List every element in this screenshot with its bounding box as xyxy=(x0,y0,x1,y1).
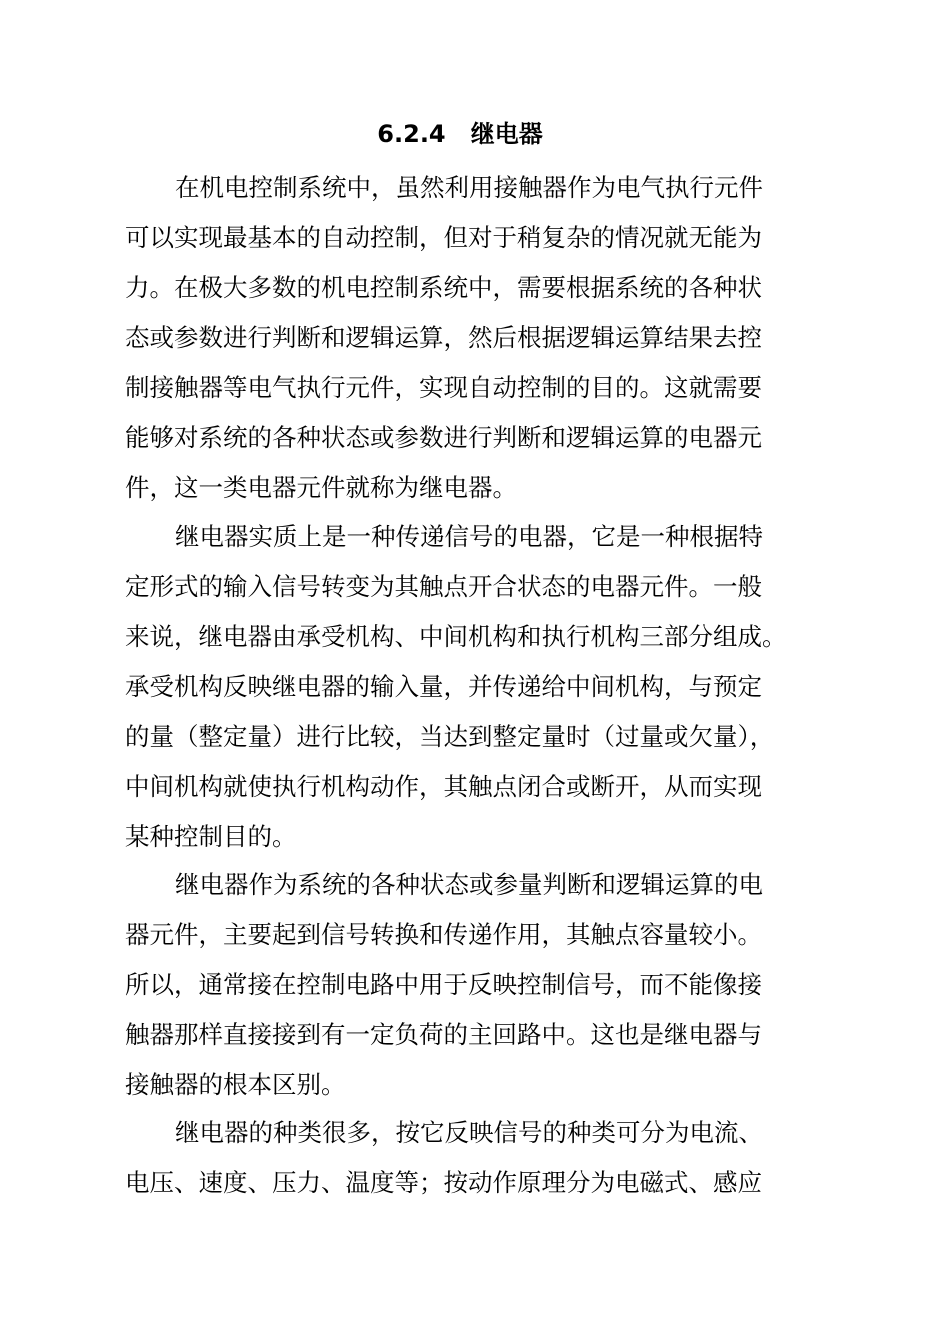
paragraph-line: 器元件，主要起到信号转换和传递作用，其触点容量较小。 xyxy=(125,920,762,949)
paragraph-line: 继电器实质上是一种传递信号的电器，它是一种根据特 xyxy=(175,522,763,551)
paragraph-line: 件，这一类电器元件就称为继电器。 xyxy=(125,473,517,502)
paragraph-line: 制接触器等电气执行元件，实现自动控制的目的。这就需要 xyxy=(125,373,762,402)
paragraph-line: 所以，通常接在控制电路中用于反映控制信号，而不能像接 xyxy=(125,970,762,999)
paragraph-2 xyxy=(125,512,805,862)
paragraph-line: 继电器作为系统的各种状态或参量判断和逻辑运算的电 xyxy=(175,870,763,899)
paragraph-line: 承受机构反映继电器的输入量，并传递给中间机构，与预定 xyxy=(125,672,762,701)
paragraph-4 xyxy=(125,1108,805,1208)
paragraph-line: 能够对系统的各种状态或参数进行判断和逻辑运算的电器元 xyxy=(125,423,762,452)
paragraph-line: 的量（整定量）进行比较，当达到整定量时（过量或欠量）， xyxy=(125,722,775,751)
paragraph-3 xyxy=(125,860,805,1110)
paragraph-line: 可以实现最基本的自动控制，但对于稍复杂的情况就无能为 xyxy=(125,223,762,252)
paragraph-line: 在机电控制系统中，虽然利用接触器作为电气执行元件 xyxy=(175,173,763,202)
paragraph-line: 态或参数进行判断和逻辑运算，然后根据逻辑运算结果去控 xyxy=(125,323,762,352)
paragraph-line: 继电器的种类很多，按它反映信号的种类可分为电流、 xyxy=(175,1118,763,1147)
paragraph-line: 某种控制目的。 xyxy=(125,822,297,851)
paragraph-line: 中间机构就使执行机构动作，其触点闭合或断开，从而实现 xyxy=(125,772,762,801)
paragraph-line: 力。在极大多数的机电控制系统中，需要根据系统的各种状 xyxy=(125,273,762,302)
paragraph-line: 接触器的根本区别。 xyxy=(125,1070,346,1099)
paragraph-1 xyxy=(125,163,805,513)
paragraph-line: 定形式的输入信号转变为其触点开合状态的电器元件。一般 xyxy=(125,572,762,601)
paragraph-line: 来说，继电器由承受机构、中间机构和执行机构三部分组成。 xyxy=(125,622,787,651)
paragraph-line: 电压、速度、压力、温度等；按动作原理分为电磁式、感应 xyxy=(125,1168,762,1197)
paragraph-line: 触器那样直接接到有一定负荷的主回路中。这也是继电器与 xyxy=(125,1020,762,1049)
section-title: 6.2.4 继电器 xyxy=(377,120,543,148)
